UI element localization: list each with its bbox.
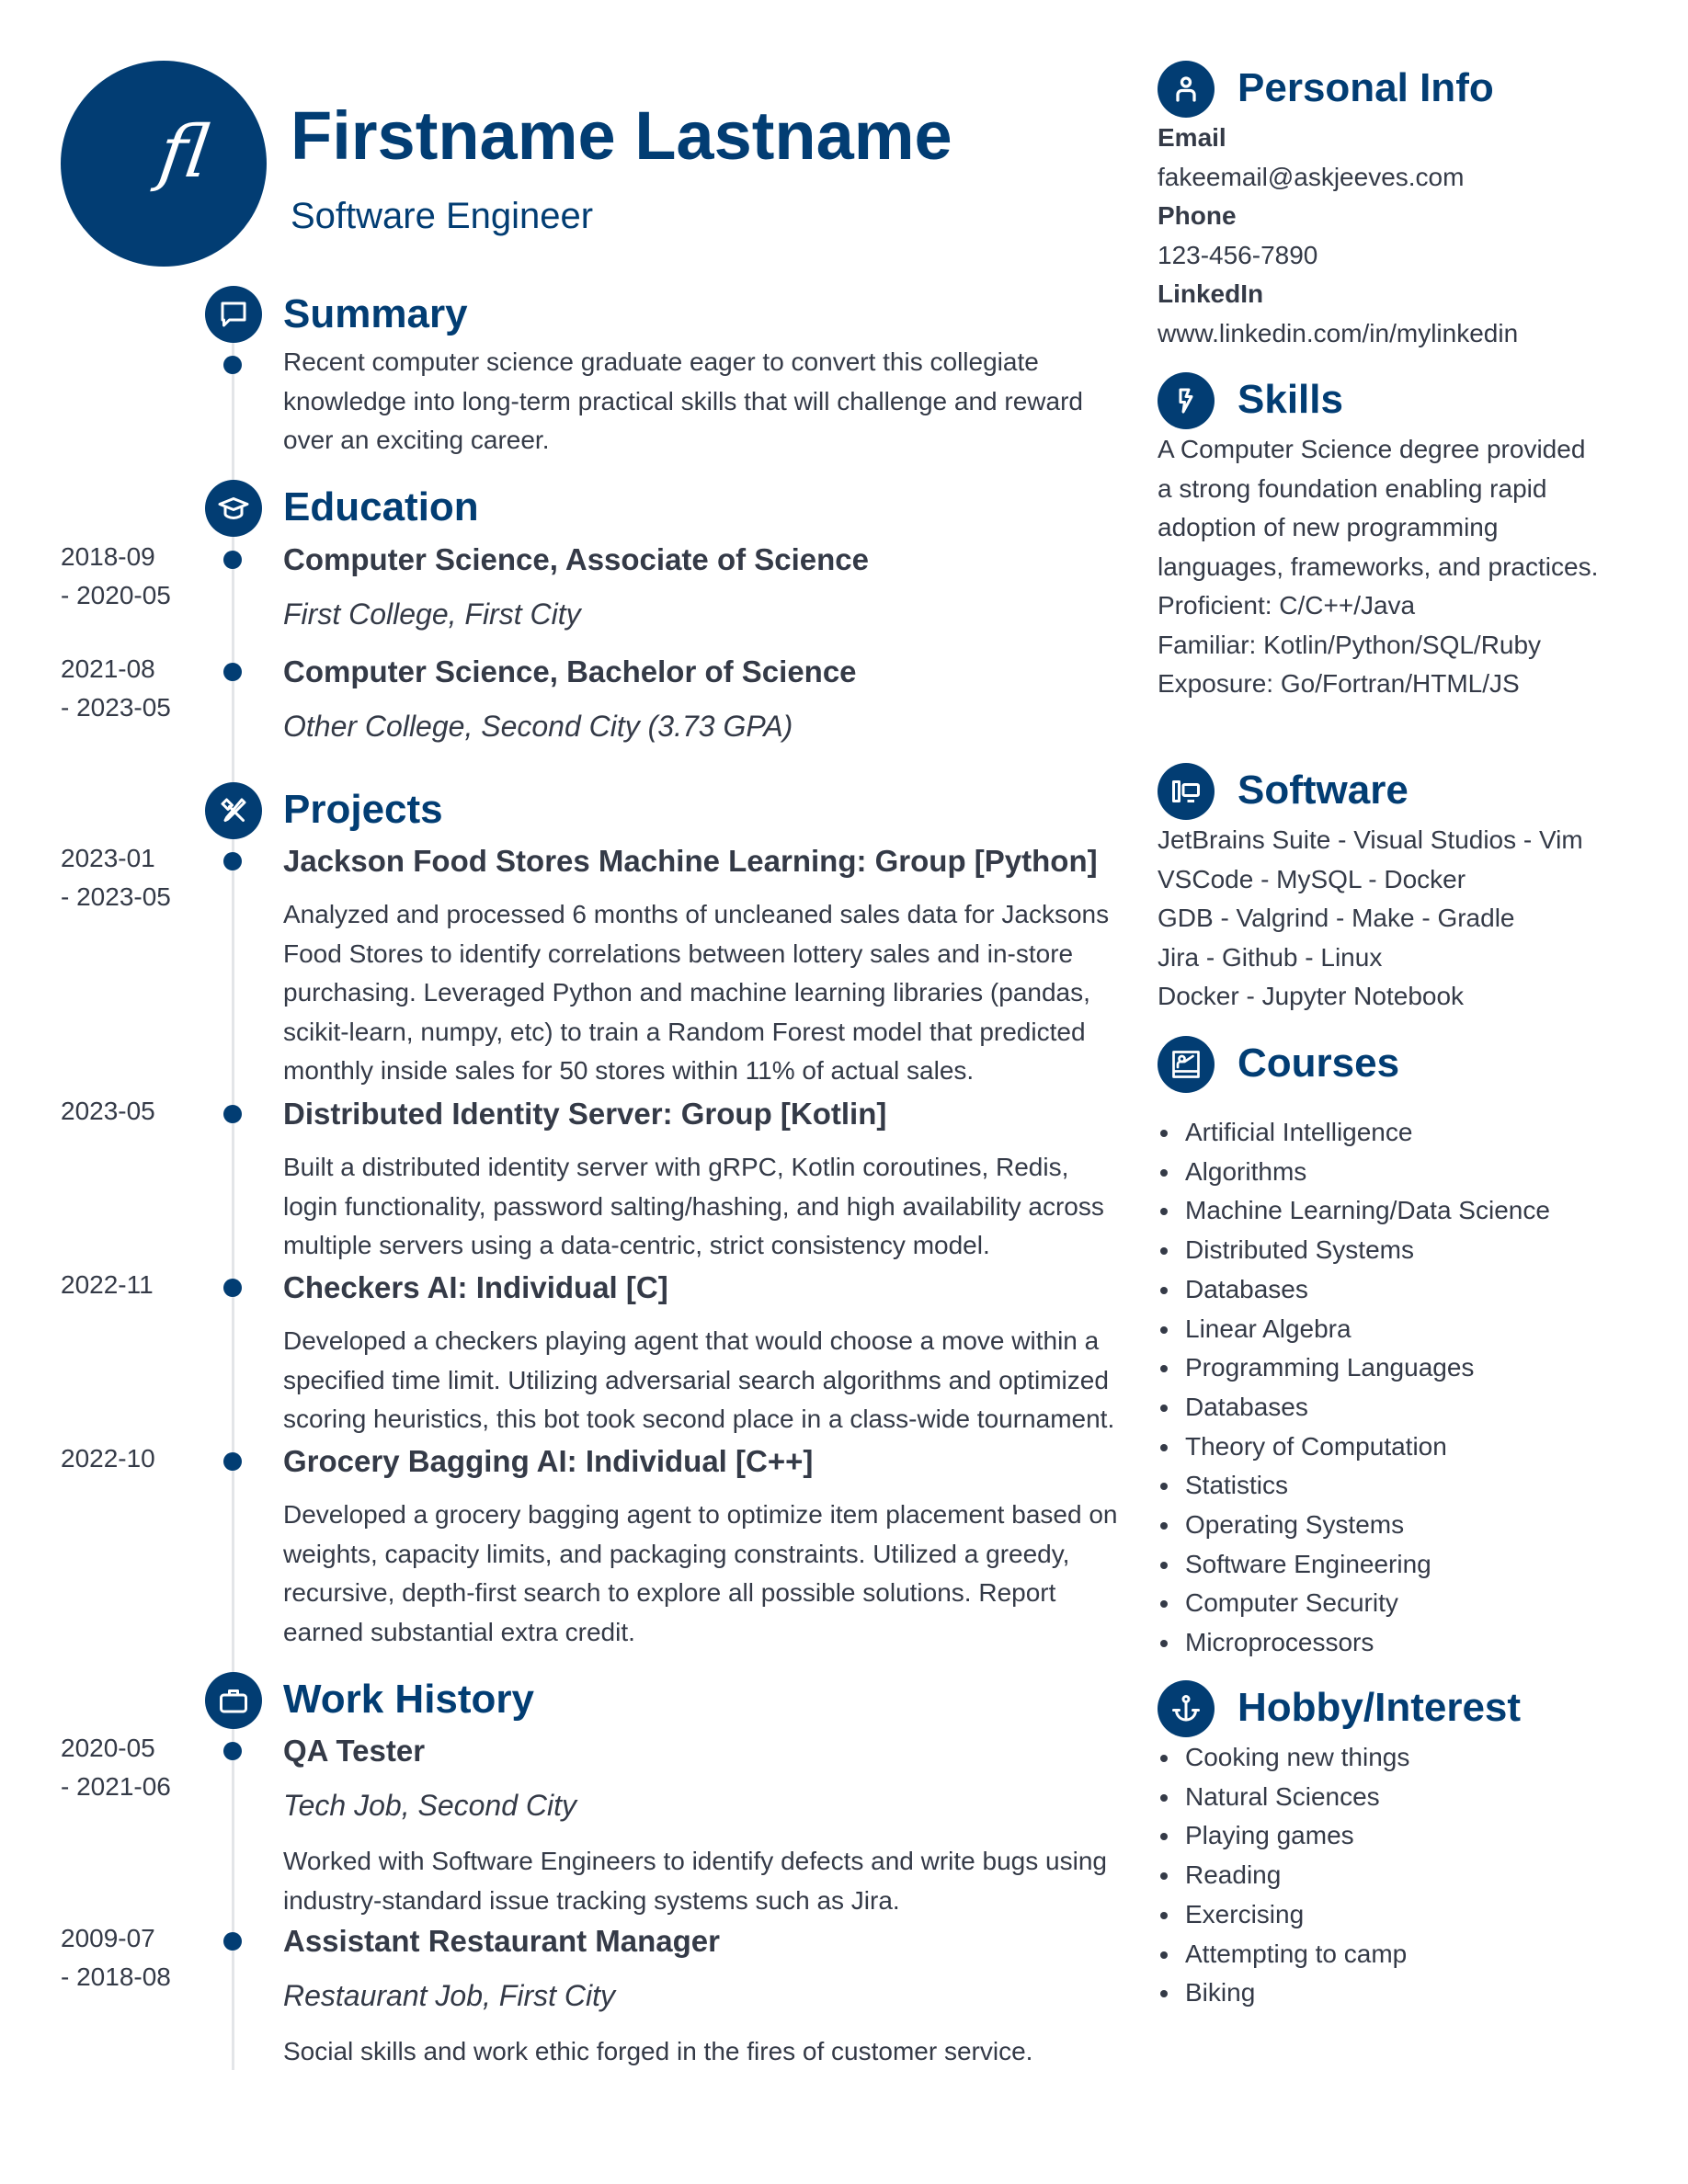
courses-list (1158, 1113, 1654, 1663)
project-description: Developed a checkers playing agent that would choose a move within a specified time limit. Utilizing adversarial search algorithms and optimized scoring heuristics, this bot took second place in a class-wide tournament. (283, 1326, 1115, 1433)
personal-info-block (1158, 119, 1636, 353)
timeline-dot (223, 1742, 242, 1760)
timeline-dot (223, 551, 242, 569)
avatar-initials: fl (154, 111, 214, 194)
chat-bubble-icon (205, 286, 262, 343)
briefcase-icon (205, 1672, 262, 1729)
education-date-start: 2021-08 (61, 654, 155, 683)
skills-familiar: Familiar: Kotlin/Python/SQL/Ruby (1158, 630, 1542, 659)
candidate-title: Software Engineer (291, 196, 594, 236)
work-title: QA Tester (283, 1734, 426, 1768)
skills-block (1158, 430, 1599, 704)
work-title: Assistant Restaurant Manager (283, 1924, 720, 1958)
education-date-start: 2018-09 (61, 542, 155, 571)
candidate-name: Firstname Lastname (291, 97, 952, 174)
graduation-cap-icon (205, 480, 262, 537)
course-item: Operating Systems (1158, 1506, 1654, 1545)
software-line: Docker - Jupyter Notebook (1158, 982, 1465, 1010)
hobby-item: Attempting to camp (1158, 1935, 1654, 1974)
work-date-start: 2009-07 (61, 1924, 155, 1952)
education-school: First College, First City (283, 597, 581, 631)
teacher-board-icon (1158, 1036, 1215, 1093)
course-item: Theory of Computation (1158, 1428, 1654, 1467)
project-title: Jackson Food Stores Machine Learning: Group [Python] (283, 844, 1098, 878)
course-item: Databases (1158, 1270, 1654, 1310)
skills-summary: A Computer Science degree provided a strong foundation enabling rapid adoption of new programming languages, frameworks, and practices. (1158, 435, 1599, 581)
timeline-dot (223, 1105, 242, 1123)
timeline-dot (223, 852, 242, 870)
email-label: Email (1158, 123, 1226, 152)
timeline-dot (223, 663, 242, 681)
project-title: Distributed Identity Server: Group [Kotlin] (283, 1097, 887, 1131)
software-block (1158, 821, 1636, 1017)
section-title-work-history: Work History (283, 1677, 535, 1722)
section-title-hobby-interest: Hobby/Interest (1237, 1685, 1522, 1730)
course-item: Microprocessors (1158, 1623, 1654, 1663)
section-title-summary: Summary (283, 291, 468, 336)
summary-text: Recent computer science graduate eager to convert this collegiate knowledge into long-term practical skills that will challenge and reward over an exciting career. (283, 347, 1083, 454)
work-employer: Restaurant Job, First City (283, 1979, 615, 2012)
skills-proficient: Proficient: C/C++/Java (1158, 591, 1416, 620)
section-title-courses: Courses (1237, 1041, 1400, 1086)
course-item: Computer Security (1158, 1584, 1654, 1623)
project-title: Checkers AI: Individual [C] (283, 1270, 668, 1304)
phone-value[interactable]: 123-456-7890 (1158, 240, 1318, 269)
timeline-line (232, 340, 234, 2070)
user-icon (1158, 61, 1215, 118)
anchor-icon (1158, 1680, 1215, 1737)
course-item: Artificial Intelligence (1158, 1113, 1654, 1153)
education-date-end: - 2023-05 (61, 693, 171, 722)
course-item: Statistics (1158, 1466, 1654, 1506)
work-date-end: - 2021-06 (61, 1772, 171, 1801)
education-school: Other College, Second City (3.73 GPA) (283, 710, 793, 743)
work-description: Worked with Software Engineers to identify defects and write bugs using industry-standard issue tracking systems such as Jira. (283, 1847, 1107, 1915)
work-date-end: - 2018-08 (61, 1962, 171, 1991)
section-title-software: Software (1237, 768, 1409, 813)
hobby-item: Biking (1158, 1974, 1654, 2013)
work-description: Social skills and work ethic forged in the fires of customer service. (283, 2037, 1033, 2065)
course-item: Software Engineering (1158, 1545, 1654, 1585)
project-description: Analyzed and processed 6 months of uncleaned sales data for Jacksons Food Stores to identify correlations between lottery sales and in-store purchasing. Leveraged Python and machine learning libraries (pandas, scikit-learn, numpy, etc) to train a Random Forest model that predicted monthly inside sales for 50 stores within 11% of actual sales. (283, 900, 1110, 1085)
hobby-item: Natural Sciences (1158, 1778, 1654, 1817)
section-title-personal-info: Personal Info (1237, 65, 1494, 110)
course-item: Algorithms (1158, 1153, 1654, 1192)
software-line: VSCode - MySQL - Docker (1158, 864, 1466, 893)
project-date-start: 2023-01 (61, 844, 155, 872)
hobby-item: Exercising (1158, 1895, 1654, 1935)
course-item: Machine Learning/Data Science (1158, 1191, 1654, 1231)
project-date-end: - 2023-05 (61, 882, 171, 911)
project-date-start: 2022-11 (61, 1270, 154, 1299)
hobbies-list (1158, 1738, 1654, 2013)
section-title-education: Education (283, 484, 479, 529)
course-item: Linear Algebra (1158, 1310, 1654, 1349)
timeline-dot (223, 356, 242, 374)
timeline-dot (223, 1452, 242, 1471)
education-date-end: - 2020-05 (61, 581, 171, 609)
course-item: Distributed Systems (1158, 1231, 1654, 1270)
education-degree: Computer Science, Bachelor of Science (283, 654, 857, 688)
course-item: Programming Languages (1158, 1348, 1654, 1388)
section-title-projects: Projects (283, 787, 443, 832)
software-line: Jira - Github - Linux (1158, 942, 1383, 972)
project-title: Grocery Bagging AI: Individual [C++] (283, 1444, 814, 1478)
lightning-icon (1158, 372, 1215, 429)
hobby-item: Playing games (1158, 1816, 1654, 1856)
linkedin-label: LinkedIn (1158, 279, 1264, 308)
software-line: GDB - Valgrind - Make - Gradle (1158, 904, 1515, 932)
computer-icon (1158, 763, 1215, 820)
work-employer: Tech Job, Second City (283, 1789, 576, 1822)
skills-exposure: Exposure: Go/Fortran/HTML/JS (1158, 669, 1520, 698)
timeline-dot (223, 1932, 242, 1951)
work-date-start: 2020-05 (61, 1734, 155, 1762)
course-item: Databases (1158, 1388, 1654, 1428)
linkedin-value[interactable]: www.linkedin.com/in/mylinkedin (1158, 318, 1519, 347)
project-description: Built a distributed identity server with gRPC, Kotlin coroutines, Redis, login functionality, password salting/hashing, and high availability across multiple servers using a data-centric, strict consistency model. (283, 1153, 1104, 1259)
hobby-item: Reading (1158, 1856, 1654, 1895)
tools-icon (205, 782, 262, 839)
phone-label: Phone (1158, 201, 1237, 230)
project-date-start: 2023-05 (61, 1097, 155, 1125)
education-degree: Computer Science, Associate of Science (283, 542, 870, 576)
section-title-skills: Skills (1237, 377, 1343, 422)
software-line: JetBrains Suite - Visual Studios - Vim (1158, 825, 1583, 854)
email-value[interactable]: fakeemail@askjeeves.com (1158, 162, 1465, 191)
avatar (61, 61, 267, 267)
project-description: Developed a grocery bagging agent to optimize item placement based on weights, capacity limits, and packaging constraints. Utilized a greedy, recursive, depth-first search to explore all possible solutions. Report earned substantial extra credit. (283, 1500, 1118, 1646)
project-date-start: 2022-10 (61, 1444, 155, 1473)
timeline-dot (223, 1279, 242, 1297)
hobby-item: Cooking new things (1158, 1738, 1654, 1778)
